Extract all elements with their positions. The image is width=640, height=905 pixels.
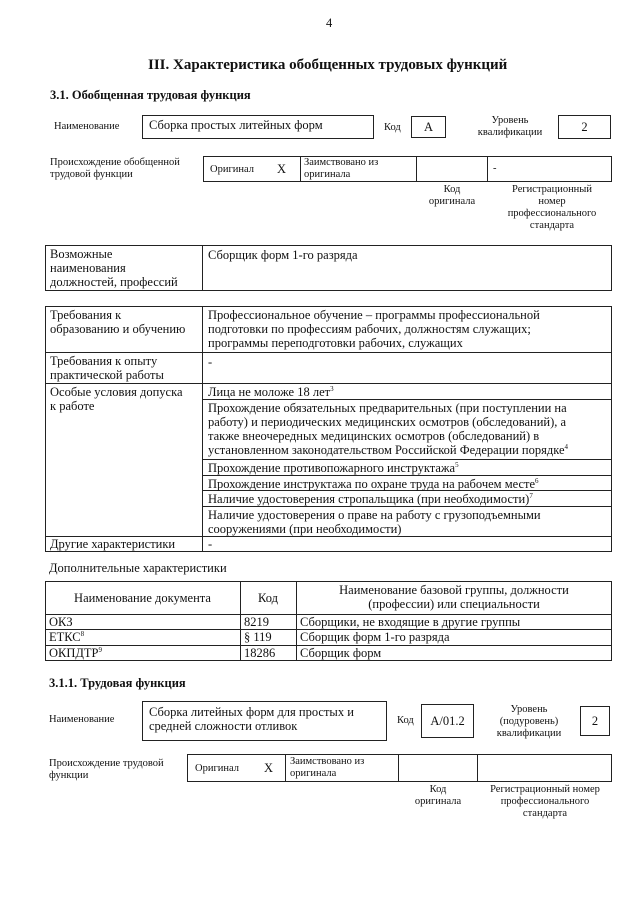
education-label	[50, 308, 185, 336]
table-row-name: Сборщик форм	[300, 646, 382, 660]
lf-original-label: Оригинал	[195, 763, 239, 774]
special-label-line2: к работе	[50, 399, 95, 413]
original-label: Оригинал	[210, 164, 254, 175]
table-row-name: Сборщик форм 1-го разряда	[300, 630, 450, 644]
col-code-header: Код	[258, 591, 278, 605]
education-line3: программы переподготовки рабочих, служащих	[208, 336, 463, 350]
reg-number-line2: номер	[538, 196, 566, 207]
lf-borrowed-line1: Заимствовано из	[290, 756, 365, 767]
table-row-code: § 119	[244, 630, 272, 644]
positions-value: Сборщик форм 1-го разряда	[208, 248, 358, 262]
page-number: 4	[326, 16, 333, 30]
level-label	[470, 115, 550, 139]
code-original-line1: Код	[443, 184, 461, 195]
lf-name-box	[142, 701, 387, 741]
table-row-name: Сборщики, не входящие в другие группы	[300, 615, 521, 629]
lf-level-line3: квалификации	[496, 728, 562, 739]
experience-label-line1: Требования к опыту	[50, 354, 158, 368]
reg-number-caption	[492, 184, 612, 232]
table-row-code: 18286	[244, 646, 276, 660]
condition-slinger-text: Наличие удостоверения стропальщика (при необходимости)	[208, 492, 530, 506]
education-line2: подготовки по профессиям рабочих, должностям служащих;	[208, 322, 531, 336]
lf-code-original-caption	[400, 784, 476, 808]
level-box	[558, 115, 611, 139]
lf-reg-line1: Регистрационный номер	[490, 784, 600, 795]
condition-age-text: Лица не моложе 18 лет	[208, 385, 331, 399]
other-value: -	[208, 537, 213, 551]
footnote-5: 5	[455, 461, 459, 469]
lf-original-mark: X	[264, 761, 274, 775]
code-label: Код	[384, 122, 401, 133]
lf-level-label	[486, 704, 572, 740]
borrowed-label	[304, 157, 378, 181]
condition-lifting-line2: сооружениями (при необходимости)	[208, 522, 402, 536]
table-row-doc	[49, 630, 84, 644]
table-row-code: 8219	[244, 615, 269, 629]
lf-origin-line1: Происхождение трудовой	[49, 758, 164, 769]
lf-borrowed-line2: оригинала	[290, 768, 337, 779]
name-label: Наименование	[54, 121, 120, 132]
lf-code-original-line2: оригинала	[414, 796, 462, 807]
lf-origin-line2: функции	[49, 770, 89, 781]
special-conditions-label	[50, 385, 183, 413]
reg-number-line1: Регистрационный	[512, 184, 592, 195]
additional-title: Дополнительные характеристики	[49, 561, 227, 575]
code-original-caption	[418, 184, 486, 208]
experience-label-line2: практической работы	[50, 368, 164, 382]
condition-age	[208, 385, 334, 399]
special-label-line1: Особые условия допуска	[50, 385, 183, 399]
borrowed-label-line1: Заимствовано из	[304, 157, 379, 168]
condition-lifting	[208, 508, 541, 536]
lf-name-label: Наименование	[49, 714, 115, 725]
footnote-3: 3	[330, 385, 334, 393]
reg-number-line3: профессионального	[507, 208, 597, 219]
table-row-doc	[49, 646, 102, 660]
origin-table	[203, 156, 612, 182]
footnote-8: 8	[80, 630, 85, 638]
education-value	[208, 308, 540, 350]
other-label: Другие характеристики	[50, 537, 176, 551]
condition-medical-line4: установленном законодательством Российской Федерации порядке	[208, 443, 565, 457]
level-label-line1: Уровень	[491, 115, 529, 126]
table-row-doc	[49, 615, 73, 629]
lf-code-label: Код	[397, 715, 414, 726]
condition-slinger	[208, 492, 533, 506]
footnote-4: 4	[564, 443, 569, 451]
lf-code-box	[421, 704, 474, 738]
origin-label-line1: Происхождение обобщенной	[50, 157, 180, 168]
origin-label-line2: трудовой функции	[50, 169, 133, 180]
condition-lifting-line1: Наличие удостоверения о праве на работу с грузоподъемными	[208, 508, 541, 522]
condition-fire	[208, 461, 459, 475]
lf-reg-line3: стандарта	[522, 808, 568, 819]
original-mark: X	[277, 162, 287, 176]
col-name-header-line2: (профессии) или специальности	[368, 597, 540, 611]
condition-safety-text: Прохождение инструктажа по охране труда на рабочем месте	[208, 477, 536, 491]
positions-label-line2: наименования	[50, 261, 126, 275]
condition-medical-line3: также внеочередных медицинских осмотров (обследований) в	[208, 429, 540, 443]
lf-code-original-line1: Код	[429, 784, 447, 795]
code-original-line2: оригинала	[428, 196, 476, 207]
positions-label-line3: должностей, профессий	[50, 275, 178, 289]
dash: -	[493, 163, 497, 174]
condition-safety	[208, 477, 539, 491]
code-box	[411, 116, 446, 138]
condition-medical-line1: Прохождение обязательных предварительных (при поступлении на	[208, 401, 567, 415]
section-title: III. Характеристика обобщенных трудовых функций	[148, 57, 508, 73]
reg-number-line4: стандарта	[529, 220, 575, 231]
doc-okz: ОКЗ	[49, 615, 73, 629]
lf-reg-line2: профессионального	[500, 796, 590, 807]
col-name-header	[296, 583, 612, 611]
lf-name-value	[149, 705, 354, 733]
generalized-function-heading: 3.1. Обобщенная трудовая функция	[50, 88, 251, 102]
footnote-6: 6	[535, 477, 539, 485]
lf-name-line2: средней сложности отливок	[149, 719, 298, 733]
lf-level-value: 2	[591, 714, 599, 728]
education-label-line1: Требования к	[50, 308, 122, 322]
name-value-box	[142, 115, 374, 139]
condition-medical-line2: работу) и периодических медицинских осмотров (обследований), а	[208, 415, 567, 429]
positions-label	[50, 247, 178, 289]
name-value: Сборка простых литейных форм	[149, 118, 323, 132]
code-value: A	[423, 120, 434, 134]
origin-label	[50, 157, 180, 181]
lf-origin-label	[49, 758, 164, 782]
lf-reg-number-caption	[480, 784, 610, 820]
education-label-line2: образованию и обучению	[50, 322, 186, 336]
borrowed-label-line2: оригинала	[304, 169, 351, 180]
lf-level-line1: Уровень	[510, 704, 548, 715]
doc-etks: ЕТКС	[49, 630, 81, 644]
lf-level-box	[580, 706, 610, 736]
footnote-9: 9	[98, 646, 103, 654]
experience-value: -	[208, 355, 213, 369]
condition-medical	[208, 401, 568, 457]
lf-origin-table	[187, 754, 612, 782]
lf-name-line1: Сборка литейных форм для простых и	[149, 705, 354, 719]
level-value: 2	[581, 120, 588, 134]
labor-function-heading: 3.1.1. Трудовая функция	[49, 676, 186, 690]
doc-okpdtr: ОКПДТР	[49, 646, 99, 660]
positions-label-line1: Возможные	[50, 247, 113, 261]
experience-label	[50, 354, 164, 382]
lf-code-value: A/01.2	[430, 714, 465, 728]
education-line1: Профессиональное обучение – программы профессиональной	[208, 308, 540, 322]
col-name-header-line1: Наименование базовой группы, должности	[339, 583, 569, 597]
col-doc-header: Наименование документа	[74, 591, 211, 605]
condition-fire-text: Прохождение противопожарного инструктажа	[208, 461, 456, 475]
lf-level-line2: (подуровень)	[499, 716, 559, 727]
footnote-7: 7	[529, 492, 533, 500]
level-label-line2: квалификации	[477, 127, 543, 138]
lf-borrowed-label	[290, 756, 364, 780]
